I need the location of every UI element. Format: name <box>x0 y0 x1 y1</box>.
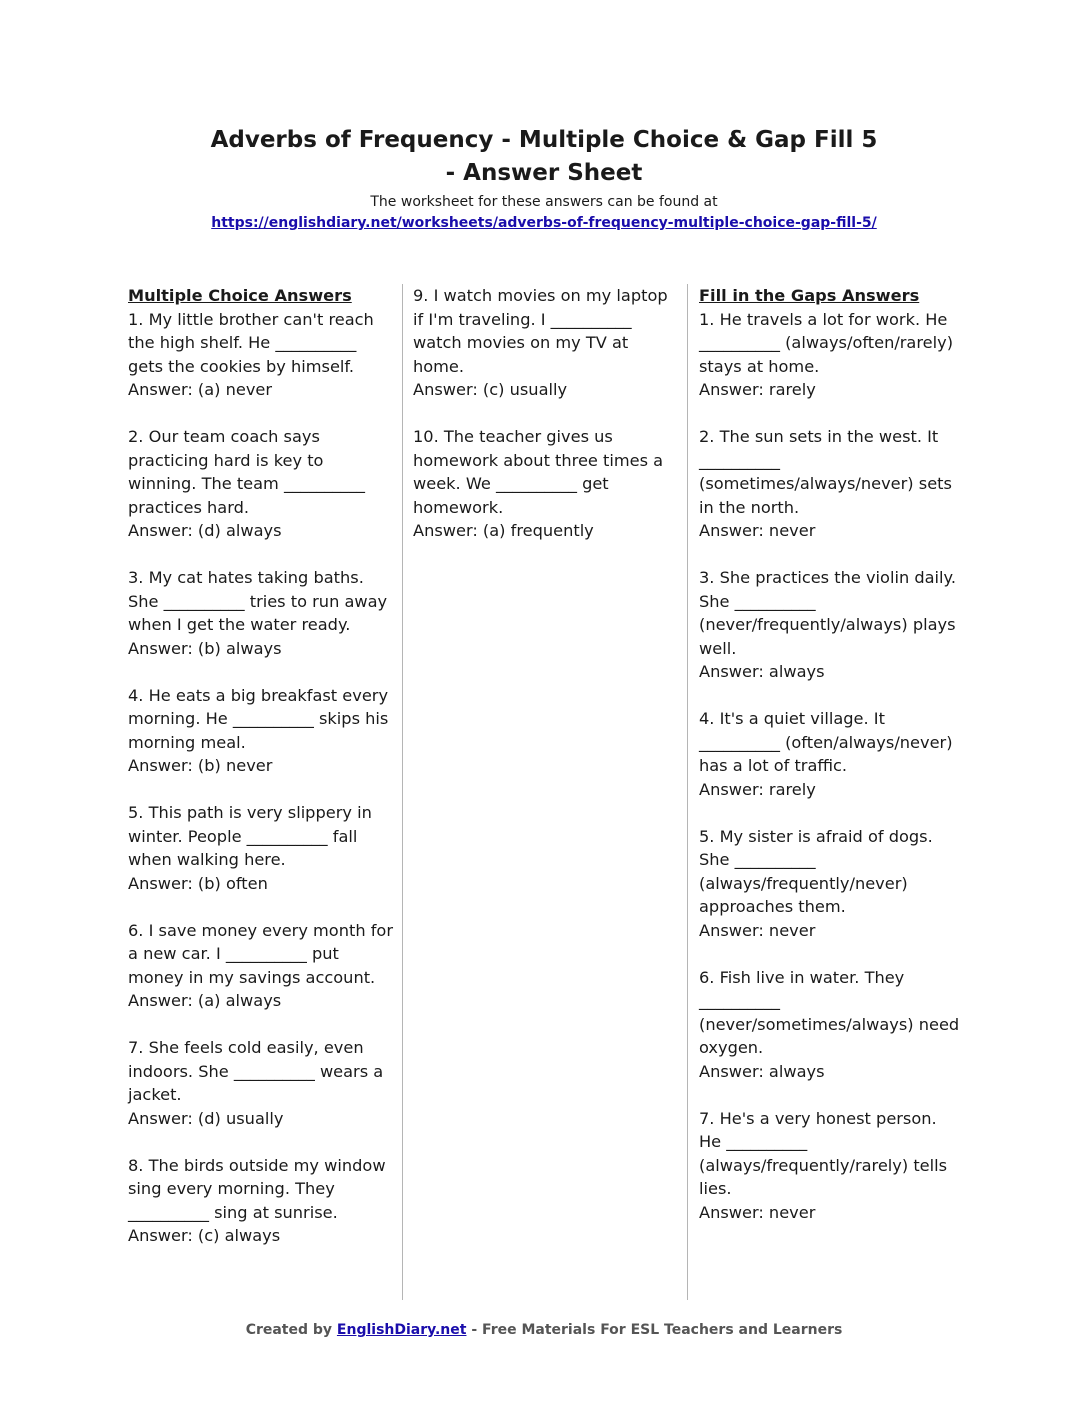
question-text: 6. I save money every month for a new car. I __________ put money in my savings account. <box>128 920 393 987</box>
page-header <box>0 124 1088 233</box>
question-text: 3. My cat hates taking baths. She __________ tries to run away when I get the water ready. <box>128 568 388 634</box>
answer-text: Answer: always <box>699 1061 825 1081</box>
question-text: 4. It's a quiet village. It __________ (often/always/never) has a lot of traffic. <box>699 709 953 775</box>
question-text: 5. My sister is afraid of dogs. She __________ (always/frequently/never) approaches them. <box>699 826 933 916</box>
mc-item-6 <box>128 919 396 1013</box>
fill-gaps-heading: Fill in the Gaps Answers <box>699 286 920 305</box>
answer-text: Answer: always <box>699 662 825 681</box>
title-line-2: - Answer Sheet <box>445 160 643 186</box>
answer-text: Answer: (d) usually <box>128 1108 284 1128</box>
gap-item-4 <box>699 707 961 801</box>
mc-item-2 <box>128 425 396 543</box>
answer-text: Answer: (b) often <box>128 873 268 893</box>
question-text: 2. The sun sets in the west. It __________ (sometimes/always/never) sets in the north. <box>699 427 952 517</box>
gap-item-1 <box>699 308 961 402</box>
answer-text: Answer: never <box>699 521 816 540</box>
answer-text: Answer: never <box>699 920 816 940</box>
question-text: 3. She practices the violin daily. She __________ (never/frequently/always) plays well. <box>699 568 956 658</box>
answer-text: Answer: (c) usually <box>413 380 568 399</box>
column-left <box>128 284 396 1271</box>
question-text: 1. He travels a lot for work. He __________ (always/often/rarely) stays at home. <box>699 309 954 376</box>
gap-item-6 <box>699 966 961 1084</box>
page-footer <box>0 1322 1088 1338</box>
footer-prefix: Created by <box>245 1322 333 1338</box>
footer-site-link[interactable]: EnglishDiary.net <box>336 1322 467 1338</box>
answer-text: Answer: never <box>699 1202 816 1222</box>
mc-item-1 <box>128 308 396 402</box>
gap-item-2 <box>699 425 961 543</box>
page-title <box>0 124 1088 190</box>
question-text: 2. Our team coach says practicing hard is key to winning. The team __________ practices hard. <box>128 427 365 517</box>
answer-text: Answer: (a) always <box>128 991 282 1010</box>
multiple-choice-heading: Multiple Choice Answers <box>128 286 352 305</box>
answer-text: Answer: (a) never <box>128 380 273 399</box>
gap-item-7 <box>699 1107 961 1225</box>
mc-item-10 <box>413 425 675 543</box>
footer-suffix: - Free Materials For ESL Teachers and Learners <box>471 1322 843 1338</box>
answer-text: Answer: (b) never <box>128 756 273 775</box>
column-divider-1 <box>402 284 403 1300</box>
title-line-1: Adverbs of Frequency - Multiple Choice & Gap Fill 5 <box>210 127 878 153</box>
question-text: 4. He eats a big breakfast every morning. He __________ skips his morning meal. <box>128 685 389 752</box>
worksheet-link[interactable]: https://englishdiary.net/worksheets/adverbs-of-frequency-multiple-choice-gap-fill-5/ <box>211 215 877 231</box>
column-divider-2 <box>687 284 688 1300</box>
mc-item-8 <box>128 1154 396 1248</box>
gap-item-5 <box>699 825 961 943</box>
mc-item-9 <box>413 284 675 402</box>
question-text: 9. I watch movies on my laptop if I'm traveling. I __________ watch movies on my TV at home. <box>413 286 668 376</box>
gap-item-3 <box>699 566 961 684</box>
answer-text: Answer: (d) always <box>128 521 282 540</box>
question-text: 5. This path is very slippery in winter. People __________ fall when walking here. <box>128 803 372 869</box>
question-text: 7. She feels cold easily, even indoors. She __________ wears a jacket. <box>128 1038 384 1104</box>
question-text: 7. He's a very honest person. He __________ (always/frequently/rarely) tells lies. <box>699 1108 948 1198</box>
answer-text: Answer: (a) frequently <box>413 521 594 540</box>
question-text: 8. The birds outside my window sing every morning. They __________ sing at sunrise. <box>128 1155 386 1222</box>
answer-text: Answer: (c) always <box>128 1226 281 1245</box>
answer-text: Answer: rarely <box>699 380 816 399</box>
answer-text: Answer: rarely <box>699 779 816 799</box>
column-right <box>699 284 961 1248</box>
subtitle: The worksheet for these answers can be found at <box>370 194 718 210</box>
question-text: 6. Fish live in water. They __________ (never/sometimes/always) need oxygen. <box>699 967 960 1057</box>
column-middle <box>413 284 675 566</box>
mc-item-3 <box>128 566 396 660</box>
mc-item-7 <box>128 1036 396 1130</box>
answer-text: Answer: (b) always <box>128 638 282 658</box>
mc-item-4 <box>128 684 396 778</box>
mc-item-5 <box>128 801 396 895</box>
question-text: 10. The teacher gives us homework about three times a week. We __________ get homework. <box>413 427 664 517</box>
question-text: 1. My little brother can't reach the high shelf. He __________ gets the cookies by himself. <box>128 309 374 376</box>
